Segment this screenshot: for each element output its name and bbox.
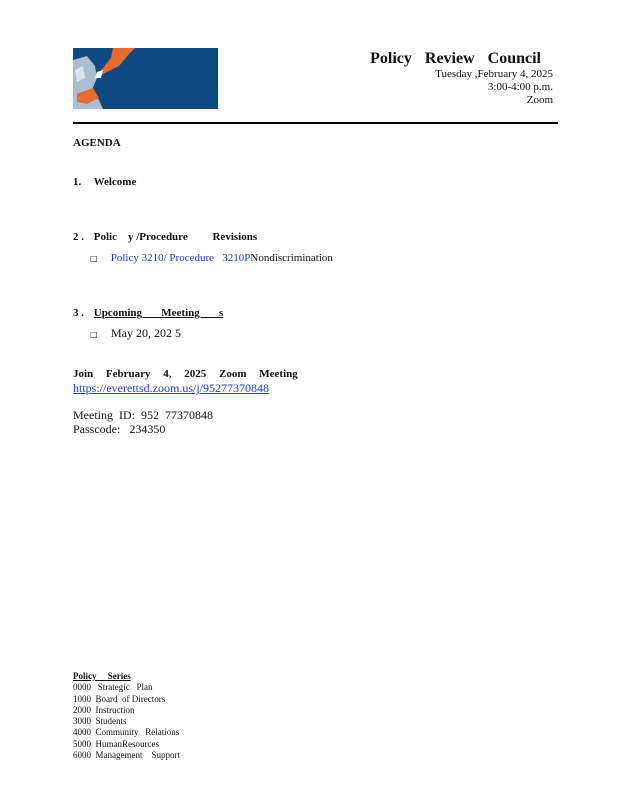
agenda-item-label: Welcome	[93, 176, 137, 188]
meeting-date: Tuesday ,February 4, 2025	[435, 68, 553, 80]
meeting-list-item	[90, 326, 181, 341]
policy-series-item: 0000 Strategic Plan	[73, 682, 153, 693]
upcoming-meeting-date: May 20, 202 5	[111, 326, 181, 340]
agenda-item-meetings	[73, 307, 223, 319]
meeting-passcode: Passcode: 234350	[73, 422, 166, 436]
policy-series-item: 4000 Community Relations	[73, 727, 180, 738]
policy-series-title: Policy Series	[73, 671, 131, 681]
policy-series-item: 6000 Management Support	[73, 750, 180, 761]
agenda-item-number: 1.	[73, 176, 82, 188]
revision-list-item	[90, 252, 333, 264]
agenda-item-welcome	[73, 176, 136, 188]
district-logo	[73, 48, 218, 109]
header-divider	[73, 122, 558, 124]
join-meeting-heading: Join February 4, 2025 Zoom Meeting	[73, 368, 298, 380]
meeting-location: Zoom	[526, 94, 553, 106]
agenda-item-number: 3 .	[73, 307, 84, 319]
policy-topic: Nondiscrimination	[250, 252, 333, 264]
meeting-id: Meeting ID: 952 77370848	[73, 408, 213, 422]
agenda-item-label: Polic y /Procedure Revisions	[93, 231, 258, 243]
zoom-meeting-link[interactable]: https://everettsd.zoom.us/j/95277370848	[73, 381, 269, 395]
policy-series-list	[73, 671, 180, 761]
checkbox-bullet-icon: □	[90, 254, 98, 263]
policy-series-item: 2000 Instruction	[73, 704, 135, 715]
council-title: Policy Review Council	[370, 50, 541, 67]
meeting-credentials	[73, 408, 213, 436]
meeting-header	[370, 50, 553, 107]
policy-series-item: 3000 Students	[73, 716, 127, 727]
policy-link[interactable]: Policy 3210/ Procedure 3210P	[110, 252, 251, 264]
agenda-item-number: 2 .	[73, 231, 84, 243]
agenda-item-label: Upcoming Meeting s	[93, 307, 224, 319]
agenda-heading: AGENDA	[73, 137, 121, 149]
meeting-time: 3:00-4:00 p.m.	[487, 81, 553, 93]
agenda-item-revisions	[73, 231, 257, 243]
policy-series-item: 5000 HumanResources	[73, 738, 159, 749]
checkbox-bullet-icon: □	[90, 330, 98, 339]
policy-series-item: 1000 Board of Directors	[73, 693, 166, 704]
